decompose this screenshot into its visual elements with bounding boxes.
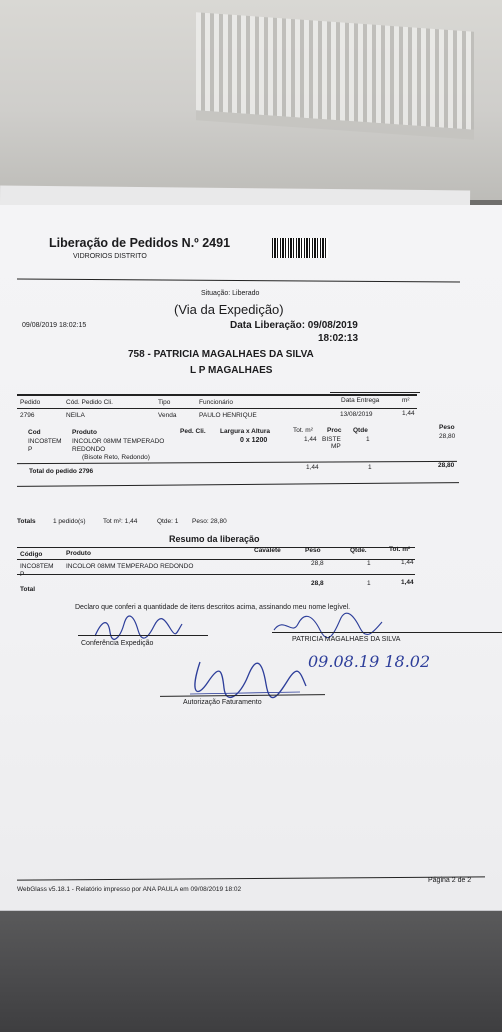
totals-label: Totals [17, 518, 36, 525]
col-cod: Cod [28, 429, 41, 436]
document-title: Liberação de Pedidos N.º 2491 [49, 236, 231, 250]
order-funcionario: PAULO HENRIQUE [199, 412, 257, 419]
divider [17, 559, 415, 560]
col-produto: Produto [72, 429, 97, 436]
background-window [196, 12, 474, 139]
item-produto-line2: REDONDO [72, 446, 106, 453]
via-label: (Via da Expedição) [174, 302, 284, 317]
declaration-text: Declaro que conferi a quantidade de itens descritos acima, assinando meu nome legível. [75, 604, 351, 611]
item-tot-m2: 1,44 [304, 436, 317, 443]
col-funcionario: Funcionário [199, 399, 233, 406]
summary-title: Resumo da liberação [169, 534, 260, 544]
summary-col-peso: Peso [305, 547, 321, 554]
order-tipo: Venda [158, 412, 177, 419]
item-cod-suffix: P [28, 446, 33, 453]
conferencia-label: Conferência Expedição [81, 640, 154, 647]
divider [17, 574, 415, 575]
order-data-entrega: 13/08/2019 [340, 411, 373, 418]
col-peso: Peso [439, 424, 455, 431]
liberation-date: Data Liberação: 09/08/2019 [230, 320, 358, 331]
item-processing: (Bisote Reto, Redondo) [82, 454, 150, 461]
client-short-name: L P MAGALHAES [190, 365, 273, 376]
col-ped-cli: Ped. Cli. [180, 428, 206, 435]
order-total-label: Total do pedido 2796 [29, 468, 94, 475]
col-pedido: Pedido [20, 399, 41, 406]
col-cod-pedido-cli: Cód. Pedido Cli. [66, 399, 113, 406]
summary-col-tot-m2: Tot. m² [389, 546, 411, 553]
item-peso: 28,80 [439, 433, 456, 440]
summary-col-cavalete: Cavalete [254, 547, 281, 554]
summary-codigo: INCO8TEM [20, 563, 54, 570]
company-name: VIDRORIOS DISTRITO [73, 253, 147, 260]
footer-page-number: Página 2 de 2 [428, 877, 472, 884]
col-qtde: Qtde [353, 427, 368, 434]
item-cod: INCO8TEM [28, 438, 62, 445]
totals-peso: Peso: 28,80 [192, 518, 227, 525]
barcode [272, 238, 328, 258]
summary-qtde: 1 [367, 560, 371, 567]
autorizacao-label: Autorização Faturamento [183, 699, 262, 706]
client-signature-label: PATRICIA MAGALHAES DA SILVA [292, 636, 401, 643]
item-produto: INCOLOR 08MM TEMPERADO [72, 438, 165, 445]
status-text: Situação: Liberado [201, 290, 260, 297]
col-dims: Largura x Altura [220, 428, 270, 435]
order-m2: 1,44 [402, 410, 415, 417]
signature-line [272, 632, 502, 633]
client-name: 758 - PATRICIA MAGALHAES DA SILVA [128, 349, 314, 360]
liberation-time: 18:02:13 [318, 333, 359, 344]
item-proc-line2: MP [331, 443, 341, 450]
divider [330, 392, 420, 393]
col-data-entrega: Data Entrega [341, 397, 380, 404]
order-cod-cli: NEILA [66, 412, 85, 419]
col-proc: Proc [327, 427, 342, 434]
summary-col-codigo: Código [20, 551, 43, 558]
footer-report-info: WebGlass v5.18.1 - Relatório impresso por ANA PAULA em 09/08/2019 18:02 [17, 886, 242, 893]
col-m2: m² [402, 397, 410, 404]
item-proc: BISTE [322, 436, 341, 443]
item-qtde: 1 [366, 436, 370, 443]
divider [17, 394, 417, 396]
summary-codigo-suffix: P [20, 571, 25, 578]
summary-total-qtde: 1 [367, 580, 371, 587]
summary-tot-m2: 1,44 [401, 559, 414, 566]
summary-col-produto: Produto [66, 550, 91, 557]
handwritten-date: 09.08.19 18.02 [308, 652, 431, 671]
order-total-peso: 28,80 [438, 462, 455, 469]
totals-tot-m2: Tot m²: 1,44 [103, 518, 138, 525]
summary-total-peso: 28,8 [311, 580, 324, 587]
print-datetime: 09/08/2019 18:02:15 [22, 322, 87, 329]
col-tipo: Tipo [158, 399, 171, 406]
divider [17, 408, 417, 409]
signature-conferencia [90, 612, 185, 642]
summary-peso: 28,8 [311, 560, 324, 567]
order-total-m2: 1,44 [306, 464, 319, 471]
background-table [0, 905, 502, 1032]
summary-col-qtde: Qtde. [350, 547, 367, 554]
summary-produto: INCOLOR 08MM TEMPERADO REDONDO [66, 563, 194, 570]
order-pedido: 2796 [20, 412, 35, 419]
order-total-qtde: 1 [368, 464, 372, 471]
item-dims: 0 x 1200 [240, 437, 268, 444]
summary-total-label: Total [20, 586, 36, 593]
summary-total-tot-m2: 1,44 [401, 579, 414, 586]
totals-pedidos: 1 pedido(s) [53, 518, 86, 525]
totals-qtde: Qtde: 1 [157, 518, 179, 525]
col-tot-m2: Tot. m² [293, 427, 313, 434]
signature-line [78, 635, 208, 636]
